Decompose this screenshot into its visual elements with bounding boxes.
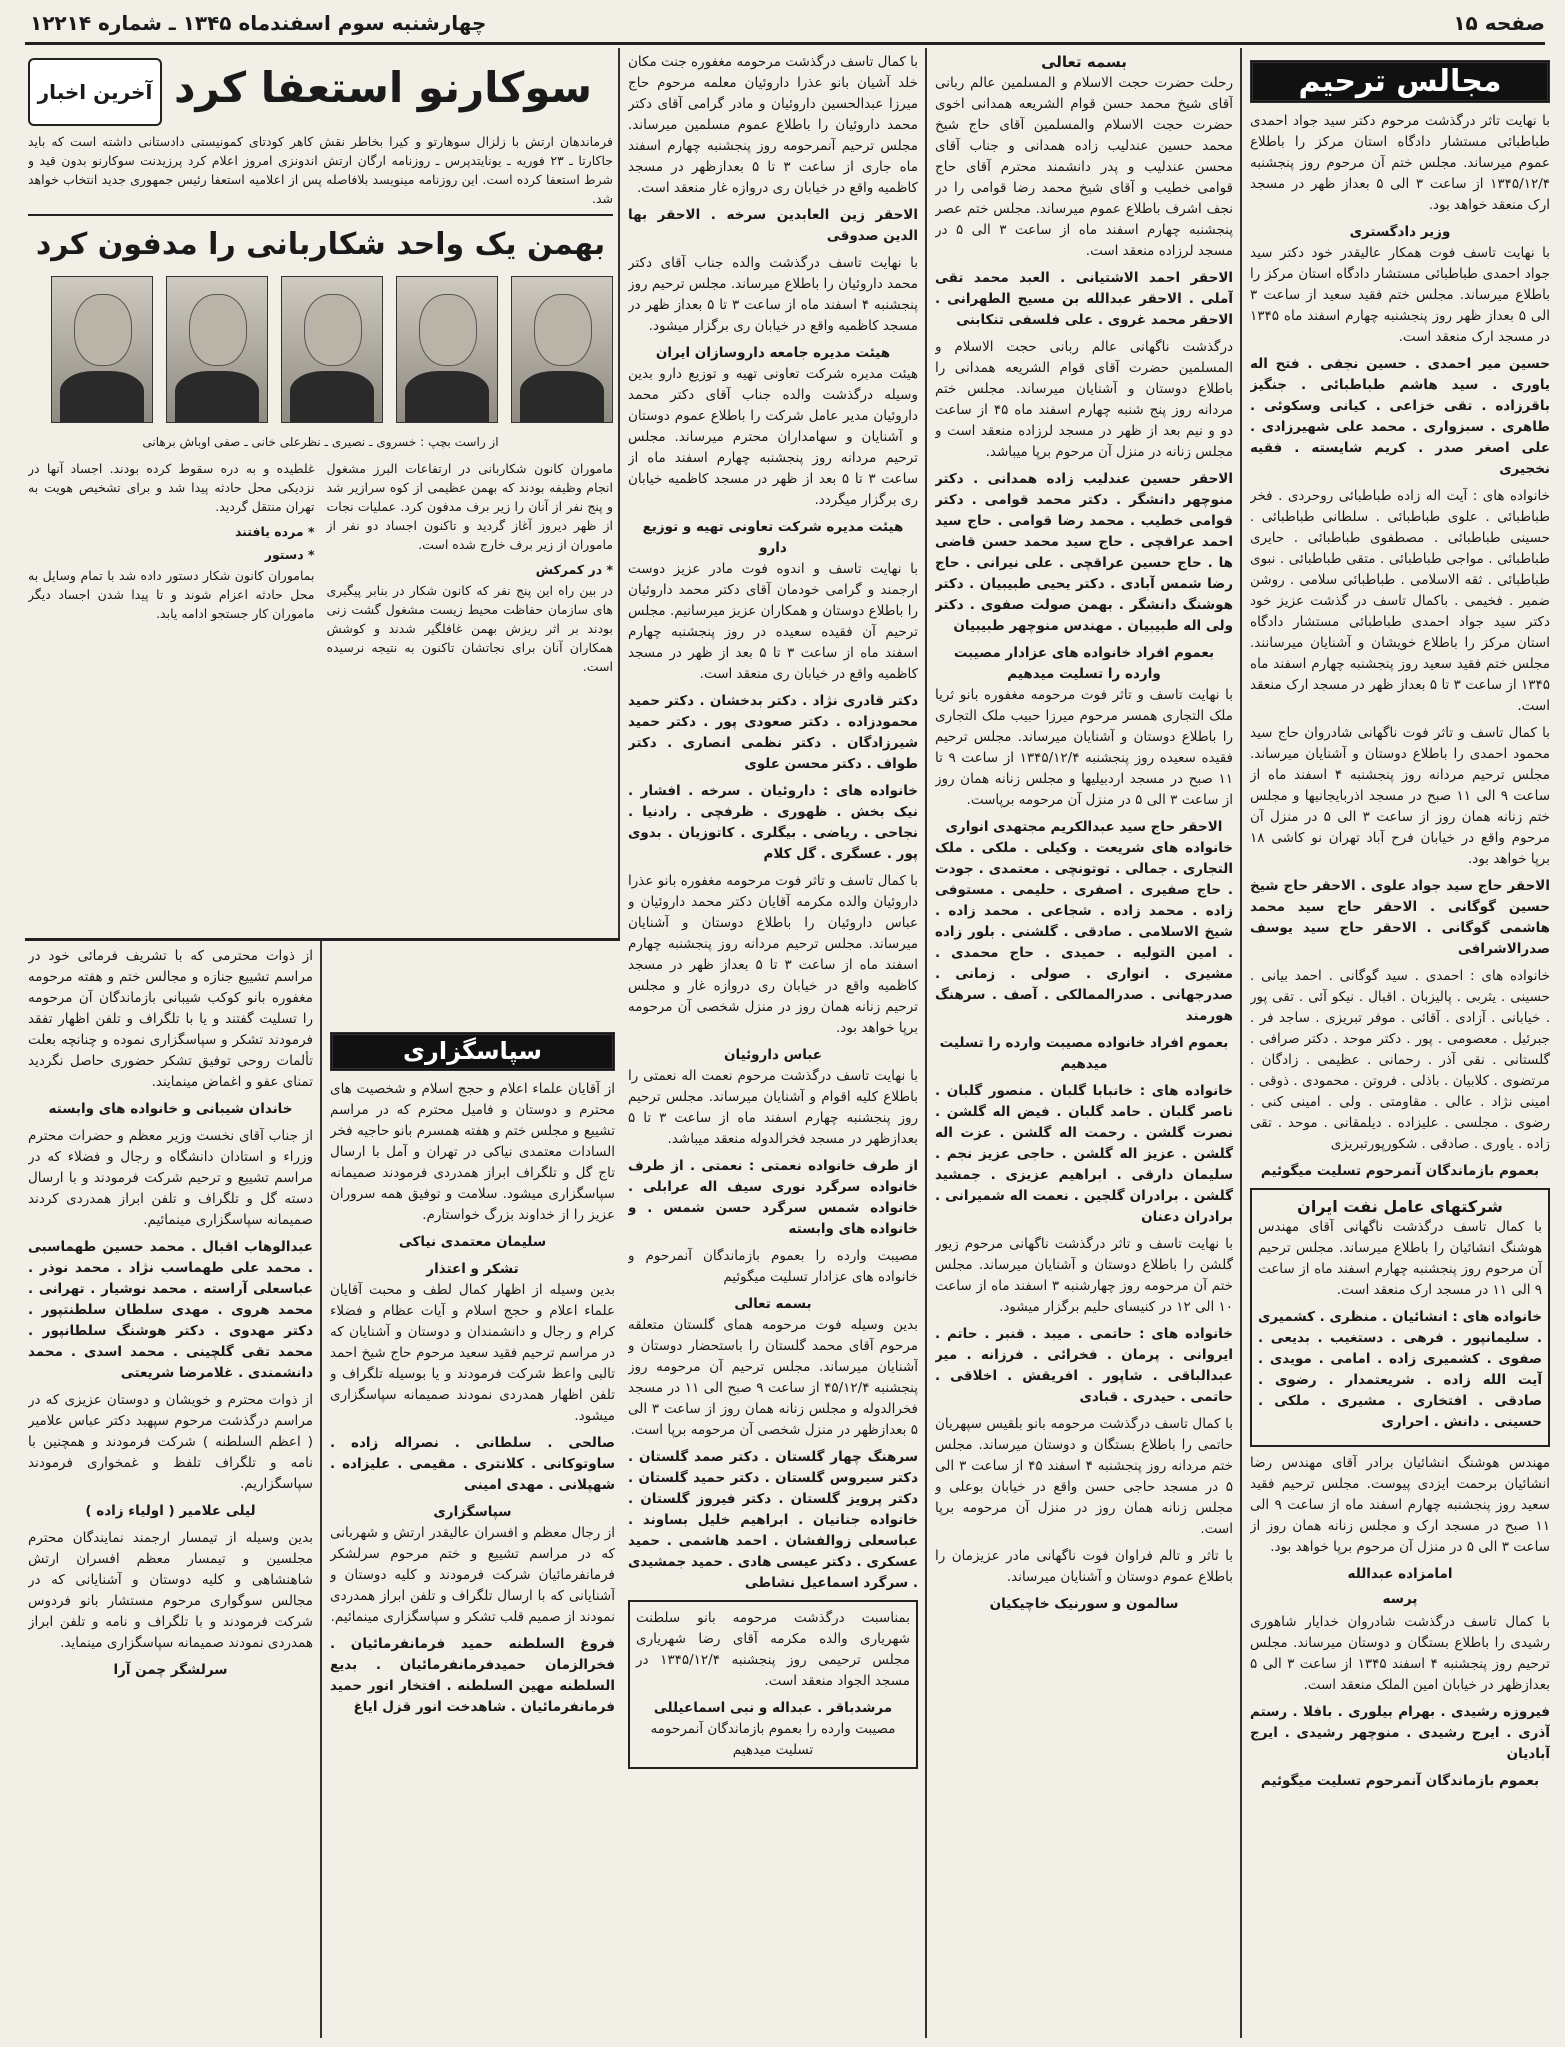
notice-signature: سرلشگر چمن آرا [113,1662,228,1678]
notice-text: خانواده های : احمدی . سید گوگانی . احمد بیانی . حسینی . یثربی . پالیزبان . اقبال . نیکو آئی . تقی پور . خیابانی . آزادی . آقائی . موفر تبریزی . ساجد فر . جبرئیل . معصومی . پور . دکتر موحد . دکتر صرافی . گلستانی . نقی آذر . رحمانی . عظیمی . زادگان . مرتضوی . کلابیان . باذلی . فروتن . محمودی . ذوقی . امینی نژاد . عالی . مقاومتی . ولی . امینی کنی . رضوی . مجلسی . علیزاده . دیلمقانی . موحد . تقی زاده . یاوری . صادقی . شکورپورتبریزی [1250,968,1550,1152]
notice-signature: مصیبت وارده را بعموم بازماندگان آنمرحومه تسلیت میدهیم [650,1721,896,1758]
notice-signature: الاحقر حسین عندلیب زاده همدانی . دکتر منوچهر دانشگر . دکتر محمد قوامی . دکتر قوامی خطیب . محمد رضا قوامی . حاج سید احمد عراقچی . حاج سید محمد حسن قاضی ها . حاج حسین عراقچی . علی نیرانی . حاج رضا شمس آبادی . دکتر یحیی طبیبیان . دکتر هوشنگ دانشگر . بهمن صولت صفوی . دکتر ولی اله طبیبیان . مهندس منوچهر طبیبیان [935,471,1233,634]
page-header [30,8,1545,38]
notice-heading: بسمه تعالی [734,1296,812,1312]
notice-signature: هیئت مدیره جامعه داروسازان ایران [655,345,891,361]
notice-text: مهندس هوشنگ انشائیان برادر آقای مهندس رضا انشائیان برحمت ایزدی پیوست. مجلس ترحیم فقید سعید روز پنجشنبه چهارم اسفند ماه از ساعت ۹ الی ۱۱ صبح در مسجد ارک و مجلس زنانه همان روز از ساعت ۳ الی ۵ در منزل آن مرحوم برپا خواهد بود. [1250,1455,1550,1555]
news-headline-row [28,52,613,132]
page-label: صفحه ۱۵ [1453,11,1545,35]
news-text: ماموران کانون شکاربانی در ارتفاعات البرز مشغول انجام وظیفه بودند که بهمن عظیمی از کوه سرازیر شد و پنج نفر از آنان را زیر برف مدفون کرد. عملیات نجات از ظهر دیروز آغاز گردید و تاکنون اجساد دو نفر از ماموران از زیر برف خارج شده است. [326,461,613,552]
notice-signature: هیئت مدیره شرکت تعاونی تهیه و توزیع دارو [642,519,904,556]
notice-heading: پرسه [1382,1591,1418,1607]
notice-signature: سلیمان معتمدی نیاکی [398,1234,547,1250]
notice-text: بدین وسیله فوت مرحومه همای گلستان متعلقه مرحوم آقای محمد گلستان را باستحضار دوستان و آشنایان میرساند. مجلس ترحیم آن مرحومه روز پنجشنبه ۴۵/۱۲/۴ از ساعت ۹ صبح الی ۱۱ در مسجد فخرالدوله و مجلس زنانه همان روز از ساعت ۳ الی ۵ بعدازظهر در منزل شخصی آن مرحومه برپا است. [628,1317,918,1438]
notice-text: با نهایت تاسف و اندوه فوت مادر عزیز دوست ارجمند و گرامی خودمان آقای دکتر محمد داروئیان را باطلاع دوستان و همکاران عزیز میرسانیم. مجلس ترحیم آن فقیده سعیده در روز پنجشنبه چهارم اسفند ماه از ساعت ۳ تا ۵ بعد از ظهر در مسجد کاظمیه واقع در خیابان ری منعقد است. [628,561,918,682]
news-subcolumn [327,459,614,682]
notice-text: از ذوات محترمی که با تشریف فرمائی خود در مراسم تشییع جنازه و مجالس ختم و هفته مرحومه مغفوره بانو کوکب شیبانی بازماندگان آن مرحومه را تسلیت گفتند و یا با تلگراف و تلفن اظهار تفقد فرمودند تشکر و سپاسگزاری نموده و چنانچه بعلت تألمات روحی توفیق تشکر حضوری حاصل نگردید تمنای عفو و اغماض مینمایند. [28,948,313,1090]
notice-text: خانواده های : آیت اله زاده طباطبائی روحردی . فخر طباطبائی . علوی طباطبائی . سلطانی طباطبائی . حسینی طباطبائی . مصطفوی طباطبائی . حایری طباطبائی . مواجی طباطبائی . متقی طباطبائی . نبوی طباطبائی . ثقه الاسلامی . طباطبائی سلامی . روشن ضمیر . فخیمی . باکمال تاسف در گذشت عزیز خود دکتر سید جواد احمدی طباطبائی مستشار دادگاه استان مرکز را باطلاع خویشان و آشنایان میرسانند. مجلس ختم فقید سعید روز پنجشنبه چهارم اسفند ماه ۱۳۴۵ از ساعت ۳ تا ۵ بعداز ظهر در مسجد ارک منعقد است. [1250,488,1550,714]
obituary-column-4 [628,52,918,2037]
notice-text: بدین وسیله از تیمسار ارجمند نمایندگان محترم مجلسین و تیمسار معظم افسران ارتش شاهنشاهی و کلیه دوستان و آشنایانی که در مجالس سوگواری مرحوم مستشار بانو فردوس شرکت فرمودند و با تلگراف و نامه و تلفن ابراز همدردی نمودند صمیمانه سپاسگزاری مینماید. [28,1530,313,1651]
thanks-top-overflow [330,946,615,1026]
notice-text: بمناسبت درگذشت مرحومه بانو سلطنت شهریاری والده مکرمه آقای رضا شهریاری مجلس ترحیمی روز پنجشنبه ۱۳۴۵/۱۲/۴ در مسجد الجواد منعقد است. [636,1610,910,1689]
notice-text: بدین وسیله از اظهار کمال لطف و محبت آقایان علماء اعلام و حجج اسلام و آیات عظام و فضلاء کرام و رجال و دانشمندان و دوستان و آشنایان که در مراسم ترحیم فقید سعید مرحوم حاج شیخ احمد تالبی واعظ شرکت فرمودند و یا بوسیله تلگراف و تلفن اظهار همدردی نمودند صمیمانه سپاسگزاری میشود. [330,1282,615,1424]
portrait-photo [396,276,498,423]
thanks-banner: سپاسگزاری [330,1032,615,1071]
column-divider [925,48,927,2038]
news-text: در بین راه این پنج نفر که کانون شکار در بنابر پیگیری های سازمان حفاظت محیط زیست مشغول گشت زنی بودند بر اثر ریزش بهمن غافلگیر شدند و کوشش همکاران آنان برای نجاتشان تاکنون به نتیجه نرسیده است. [326,583,613,674]
notice-signature: وزیر دادگستری [1349,224,1451,240]
thanks-column-b [28,946,313,2036]
headline-avalanche: بهمن یک واحد شکاربانی را مدفون کرد [35,227,606,262]
akharin-akhbar-logo: آخرین اخبار [28,58,162,126]
notice-signature: الاحقر احمد الاشتیانی . العبد محمد تقی آملی . الاحقر عبدالله بن مسیح الطهرانی . الاحقر محمد غروی . علی فلسفی تنکابنی [935,270,1233,328]
notice-signature: الاحقر حاج سید عبدالکریم مجتهدی انواری [945,819,1223,835]
news-columns [28,459,613,682]
notice-text: با کمال تاسف درگذشت شادروان خدایار شاهوری رشیدی را باطلاع بستگان و دوستان میرساند. مجلس ترحیم روز پنجشنبه ۴ اسفند ۱۳۴۵ از ساعت ۳ الی ۵ بعدازظهر در خیابان امین الملک منعقد است. [1250,1614,1550,1693]
notice-signature: دکتر قادری نژاد . دکتر بدخشان . دکتر حمید محمودزاده . دکتر صعودی پور . دکتر حمید شیرزادگان . دکتر نظمی انصاری . دکتر طواف . دکتر محسن علوی [628,693,918,772]
notice-text: با نهایت تاسف فوت همکار عالیقدر خود دکتر سید جواد احمدی طباطبائی مستشار دادگاه استان مرکز را باطلاع میرساند. مجلس ختم فقید سعید از ساعت ۳ الی ۵ بعداز ظهر روز پنجشنبه چهارم اسفند ماه ۱۳۴۵ در مسجد ارک منعقد است. [1250,245,1550,345]
headline-sukarno: سوکارنو استعفا کرد [173,63,592,112]
notice-signature: بعموم افراد خانواده مصیبت وارده را تسلیت میدهیم [939,1035,1229,1072]
portrait-photo [51,276,153,423]
notice-text: با نهایت تاسف و تاثر درگذشت ناگهانی مرحوم زیور گلشن را باطلاع دوستان و آشنایان میرساند. مجلس ختم آن مرحومه روز چهارشنبه ۳ اسفند ماه از ساعت ۱۰ الی ۱۲ در کنیسای حلیم برگزار میشود. [935,1236,1233,1315]
notice-text: هیئت مدیره شرکت تعاونی تهیه و توزیع دارو بدین وسیله درگذشت والده جناب آقای دکتر محمد داروئیان مدیر عامل شرکت را باطلاع عموم دوستان و آشنایان و سهامداران محترم میرساند. مجلس ترحیم مردانه روز پنجشنبه چهارم اسفند ماه از ساعت ۳ تا ۵ بعد از ظهر در مسجد کاظمیه خیابان ری برگزار میگردد. [628,366,918,508]
notice-box [628,1600,918,1769]
notice-text: با نهایت تاسف و تاثر فوت مرحومه مغفوره بانو ثریا ملک التجاری همسر مرحوم میرزا حبیب ملک التجاری را باطلاع دوستان و آشنایان میرساند. مجلس ترحیم فقیده سعیده روز پنجشنبه ۱۳۴۵/۱۲/۴ از ساعت ۹ تا ۱۱ صبح در مسجد اردبیلیها و مجلس زنانه همان روز از ساعت ۳ الی ۵ در منزل آن مرحومه برپاست. [935,687,1233,808]
notice-signature: صالحی . سلطانی . نصراله زاده . ساوتوکانی . کلانتری . مقیمی . علیزاده . شهپلانی . مهدی امینی [330,1435,615,1493]
notice-signature: از طرف خانواده نعمتی : نعمتی . از طرف خانواده سرگرد نوری سیف اله عرابلی . خانواده شمس سرگرد حسن شمس . و خانواده های وابسته [628,1158,918,1237]
portrait-photo [166,276,268,423]
notice-signature: بعموم بازماندگان آنمرحوم تسلیت میگوئیم [1260,1773,1540,1789]
portrait-photo [511,276,613,423]
news-text: فرماندهان ارتش با زلزال سوهارتو و کیرا بخاطر نقش کاهر کودتای کمونیستی دادستانی داشته است که باید جاکارتا ـ ۲۳ فوریه ـ یونایتدپرس ـ روزنامه ارگان ارتش اندونزی امروز اعلام کرد پرزیدنت سوکارنو بدون قید و شرط استعفا کرده است. این روزنامه مینویسد بلافاصله پس از اعلامیه استعفا رئیس جمهوری جدید انتخاب خواهد شد. [28,134,613,206]
notice-text: از ذوات محترم و خویشان و دوستان عزیزی که در مراسم درگذشت مرحوم سپهبد دکتر عباس علامیر ( اعظم السلطنه ) شرکت فرمودند و همچنین با نامه و تلگراف تلفظ و غمخواری فرمودند سپاسگزاریم. [28,1392,313,1492]
notice-signature: بعموم افراد خانواده های عزادار مصیبت وارده را تسلیت میدهیم [953,645,1215,682]
notice-text: با کمال تاسف درگذشت ناگهانی آقای مهندس هوشنگ انشائیان را باطلاع میرساند. مجلس ترحیم آن مرحوم روز پنجشنبه چهارم اسفند ماه از ساعت ۹ الی ۱۱ در مسجد ارک منعقد است. [1258,1219,1542,1298]
portrait-photo [281,276,383,423]
section-rule [25,938,620,941]
column-divider [320,938,322,2038]
notice-signature: الاحقر حاج سید جواد علوی . الاحقر حاج شیخ حسین گوگانی . الاحقر حاج سید محمد هاشمی گوگانی . الاحقر حاج سید یوسف صدرالاشرافی [1250,878,1550,957]
news-subheading: * دستور [264,547,315,562]
notice-heading: تشکر و اعتذار [426,1261,519,1277]
obituary-column-right [1250,60,1550,2035]
notice-signature: مرشدباقر . عبداله و نبی اسماعیللی [653,1700,893,1716]
notice-signature: الاحقر زین العابدین سرخه . الاحقر بها الدین صدوقی [628,207,918,244]
notice-heading: بسمه تعالی [1041,53,1127,71]
notice-text: با نهایت تاثر درگذشت مرحوم دکتر سید جواد احمدی طباطبائی مستشار دادگاه استان مرکز را باطلاع عموم میرساند. مجلس ختم آن مرحوم روز پنجشنبه ۱۳۴۵/۱۲/۴ از ساعت ۳ الی ۵ بعداز ظهر در مسجد ارک منعقد خواهد بود. [1250,113,1550,213]
notice-text: با کمال تاسف و تاثر فوت ناگهانی شادروان حاج سید محمود احمدی را باطلاع دوستان و آشنایان میرساند. مجلس ترحیم مردانه روز پنجشنبه ۴ اسفند ماه از ساعت ۹ الی ۱۱ صبح در مسجد اذربایجانیها و مجلس ختم زنانه همان روز از ساعت ۳ الی ۵ در منزل آن مرحوم واقع در خیابان فرح آباد تهران نو کاشی ۱۸ برپا خواهد بود. [1250,725,1550,867]
notice-signature: خانواده های : حاتمی . میبد . قنبر . حاتم . ایروانی . پرمان . فخرائی . فرزانه . میر عبدالباقی . شاپور . افریقش . اخلاقی . حاتمی . حیدری . قبادی [935,1326,1233,1405]
notice-text: با نهایت تاسف درگذشت مرحوم نعمت اله نعمتی را باطلاع کلیه اقوام و آشنایان میرساند. مجلس ترحیم روز پنجشنبه چهارم اسفند ماه از ساعت ۳ تا ۵ بعدازظهر در مسجد فخرالدوله منعقد میباشد. [628,1068,918,1147]
notice-signature: بعموم بازماندگان آنمرحوم تسلیت میگوئیم [1260,1163,1540,1179]
notice-text: درگذشت ناگهانی عالم ربانی حجت الاسلام و المسلمین حضرت آقای قوام الشریعه همدانی را باطلاع دوستان و آشنایان میرساند. مجلس ختم مردانه روز پنج شنبه چهارم اسفند ماه ۴۵ از ساعت دو و نیم بعد از ظهر در مسجد لرزاده منعقد است و مجلس زنانه در منزل آن مرحوم برپا میباشد. [935,339,1233,460]
notice-signature: خانواده های : داروئیان . سرخه . افشار . نیک بخش . ظهوری . ظرفچی . رادنیا . نجاحی . ریاضی . بیگلری . کاتوزیان . بدوی پور . عسگری . گل کلام [628,783,918,862]
notice-text: با تاثر و تالم فراوان فوت ناگهانی مادر عزیزمان را باطلاع عموم دوستان و آشنایان میرساند. [935,1548,1233,1585]
photo-caption: از راست بچپ : خسروی ـ نصیری ـ نظرعلی خانی ـ صفی اوباش برهانی [142,435,499,449]
notice-signature: امامزاده عبدالله [1347,1566,1453,1582]
notice-text: رحلت حضرت حجت الاسلام و المسلمین عالم ربانی آقای شیخ محمد حسن قوام الشریعه همدانی اخوی حضرت حجت الاسلام والمسلمین آقای حاج شیخ محمد حسین عندلیب زاده همدانی و جناب آقای محسن عندلیب و پدر دانشمند محترم آقای حاج قوامی خطیب و آقای شیخ محمد رضا قوامی را در نجف اشرف باطلاع عموم میرساند. مجلس ختم عصر پنجشنبه چهارم اسفند ماه از ساعت ۳ الی ۵ در مسجد لرزاده منعقد است. [935,75,1233,259]
photo-row [28,276,613,426]
notice-text: با کمال تاسف درگذشت مرحومه بانو بلقیس سپهریان حاتمی را باطلاع بستگان و دوستان میرساند. مجلس ختم مردانه روز پنجشنبه ۴ اسفند ۴۵ از ساعت ۳ الی ۵ در مسجد حاجی حسن واقع در خیابان بوعلی و مجلس زنانه همان روز در منزل آن مرحومه برپا است. [935,1416,1233,1537]
news-text: بماموران کانون شکار دستور داده شد با تمام وسایل به محل حادثه اعزام شوند و تا پیدا شدن اجساد دیگر ماموران کار جستجو ادامه یابد. [28,568,315,621]
notice-heading: سپاسگزاری [433,1504,512,1520]
obituary-column-3 [935,52,1233,2037]
notice-signature: سرهنگ چهار گلستان . دکتر صمد گلستان . دکتر سیروس گلستان . دکتر حمید گلستان . دکتر پرویز گلستان . دکتر فیروز گلستان . خانواده جنانیان . ابراهیم خلیل بساوند . عباسعلی زوالفشان . احمد هاشمی . حمید عسکری . دکتر عیسی هادی . حمید جمشیدی . سرگرد اسماعیل نشاطی [628,1449,918,1591]
column-banner: مجالس ترحیم [1250,60,1550,103]
notice-signature: سالمون و سورنیک خاچیکیان [989,1596,1179,1612]
news-text: غلطیده و به دره سقوط کرده بودند. اجساد آنها در نزدیکی محل حادثه پیدا شد و برای تشخیص هویت به تهران منتقل گردید. [28,461,315,514]
notice-signature: عباس داروئیان [723,1047,823,1063]
notice-text: از آقایان علماء اعلام و حجج اسلام و شخصیت های محترم و دوستان و فامیل محترم که در مراسم تشییع و مجلس ختم و هفته همسرم بانو حاجیه فخر السادات معتمدی نیاکی در تهران و آمل با ارسال تاج گل و تلگراف ابراز همدردی فرمودند صمیمانه سپاسگزاری میشود. سلامت و توفیق همه سروران عزیز را از خداوند بزرگ خواستارم. [330,1081,615,1223]
notice-signature: فروغ السلطنه حمید فرمانفرمائیان . فخرالزمان حمیدفرمانفرمائیان . بدیع السلطنه مهین السلطنه . افتخار انور حمید فرمانفرمائیان . شاهدخت انور قزل ایاغ [330,1636,615,1715]
notice-text: با نهایت تاسف درگذشت والده جناب آقای دکتر محمد داروئیان را باطلاع میرساند. مجلس ترحیم روز پنجشنبه ۴ اسفند ماه از ساعت ۳ تا ۵ بعداز ظهر در مسجد کاظمیه واقع در خیابان ری برگزار میشود. [628,255,918,334]
notice-signature: فیروزه رشیدی . بهرام بیلوری . بافلا . رستم آذری . ایرج رشیدی . منوچهر رشیدی . ایرج آبادیان [1250,1704,1550,1762]
column-divider [618,48,620,938]
notice-signature: خانواده های : انشائیان . منظری . کشمیری . سلیمانپور . فرهی . دستغیب . بدیعی . صفوی . کشمیری زاده . امامی . مویدی . آیت الله زاده . شریعتمدار . رضوی . صادقی . افتخاری . مشیری . ملکی . حسینی . دانش . احراری [1258,1309,1542,1430]
notice-signature: حسین میر احمدی . حسین نجفی . فتح اله یاوری . سید هاشم طباطبائی . جنگیز باقرزاده . تقی خزاعی . کیانی وسکوئی . طاهری . سبزواری . محمد علی شهیرزادی . علی اصغر صدر . کریم شایسته . فقیه نخجیری [1250,356,1550,477]
notice-signature: خاندان شیبانی و خانواده های وابسته [48,1101,293,1117]
thanks-column-a [330,946,615,2036]
notice-signature: خانواده های : خانبابا گلبان . منصور گلبان . ناصر گلبان . حامد گلبان . فیض اله گلشن . نصرت گلشن . رحمت اله گلشن . عزت اله گلشن . عزیز اله گلشن . حاجی عزیز نجم . سلیمان دارقی . ابراهیم عزیزی . جمشید گلشن . برادران گلجین . نعمت اله شمیرانی . برادران دعنان [935,1083,1233,1225]
box-title: شرکتهای عامل نفت ایران [1297,1197,1503,1216]
notice-signature: عبدالوهاب اقبال . محمد حسین طهماسبی . محمد علی طهماسب نژاد . محمد نوذر . عباسعلی آراسته . محمد نوشیار . تهرانی . محمد هروی . مهدی سلطان سلطنتپور . دکتر مهدوی . دکتر هوشنگ سلطانپور . محمد تقی گلچینی . محمد اسدی . محمد دانشمندی . غلامرضا شریعتی [28,1239,313,1381]
column-divider [1240,48,1242,2038]
news-subheading: * در کمرکش [535,562,613,577]
news-subheading: * مرده یافتند [234,524,315,539]
header-rule [25,42,1545,45]
news-rule [28,214,613,216]
date-line: چهارشنبه سوم اسفندماه ۱۳۴۵ ـ شماره ۱۲۲۱۴ [30,11,487,35]
notice-text: با کمال تاسف درگذشت مرحومه مغفوره جنت مکان خلد آشیان بانو عذرا داروئیان معلمه مرحوم حاج میرزا عبدالحسین داروئیان و مادر گرامی آقای دکتر محمد داروئیان را باطلاع عموم مسلمین میرساند. مجلس ترحیم آنمرحومه روز پنجشنبه چهارم اسفند ماه جاری از ساعت ۳ تا ۵ بعدازظهر در مسجد کاظمیه واقع در خیابان ری دروازه غار منعقد است. [628,54,918,196]
news-section [28,52,613,932]
notice-text: از رجال معظم و افسران عالیقدر ارتش و شهربانی که در مراسم تشییع و ختم مرحوم سرلشکر فرمانفرمائیان شرکت فرمودند و کلیه دوستان و آشنایانی که با ارسال تلگراف و تلفن ابراز همدردی نمودند از صمیم قلب تشکر و سپاسگزاری مینمائیم. [330,1525,615,1625]
notice-text: از جناب آقای نخست وزیر معظم و حضرات محترم وزراء و استادان دانشگاه و رجال و فضلاء که در مراسم تشییع و ترحیم شرکت فرمودند و با ارسال دسته گل و تلگراف و تلفن ابراز همدردی کردند صمیمانه سپاسگزاری مینمائیم. [28,1128,313,1228]
notice-text: مصیبت وارده را بعموم بازماندگان آنمرحوم و خانواده های عزادار تسلیت میگوئیم [628,1248,918,1285]
news-subcolumn [28,459,315,682]
notice-box [1250,1188,1550,1447]
notice-signature: لیلی علامیر ( اولیاء زاده ) [85,1503,256,1519]
notice-signature: خانواده های شریعت . وکیلی . ملکی . ملک التجاری . جمالی . توتونچی . معتمدی . جودت . حاج صفیری . اصفری . حلیمی . مستوفی زاده . محمد زاده . شجاعی . محمد زاده . شیخ الاسلامی . صادقی . گلشنی . بلور زاده . امین التولیه . حمیدی . حاج محمدی . مشیری . انواری . صولی . زمانی . صدرجهانی . صدرالممالکی . آصف . سرهنگ هورمند [935,840,1233,1024]
notice-text: با کمال تاسف و تاثر فوت مرحومه مغفوره بانو عذرا داروئیان والده مکرمه آقایان دکتر محمد داروئیان و عباس داروئیان را باطلاع دوستان و آشنایان میرساند. مجلس ترحیم مردانه روز پنجشنبه چهارم اسفند ماه از ساعت ۳ تا ۵ بعداز ظهر در مسجد کاظمیه واقع در خیابان ری دروازه غار و مجلس ترحیم زنانه همان روز در منزل شخصی آن مرحومه برپا خواهد بود. [628,873,918,1036]
